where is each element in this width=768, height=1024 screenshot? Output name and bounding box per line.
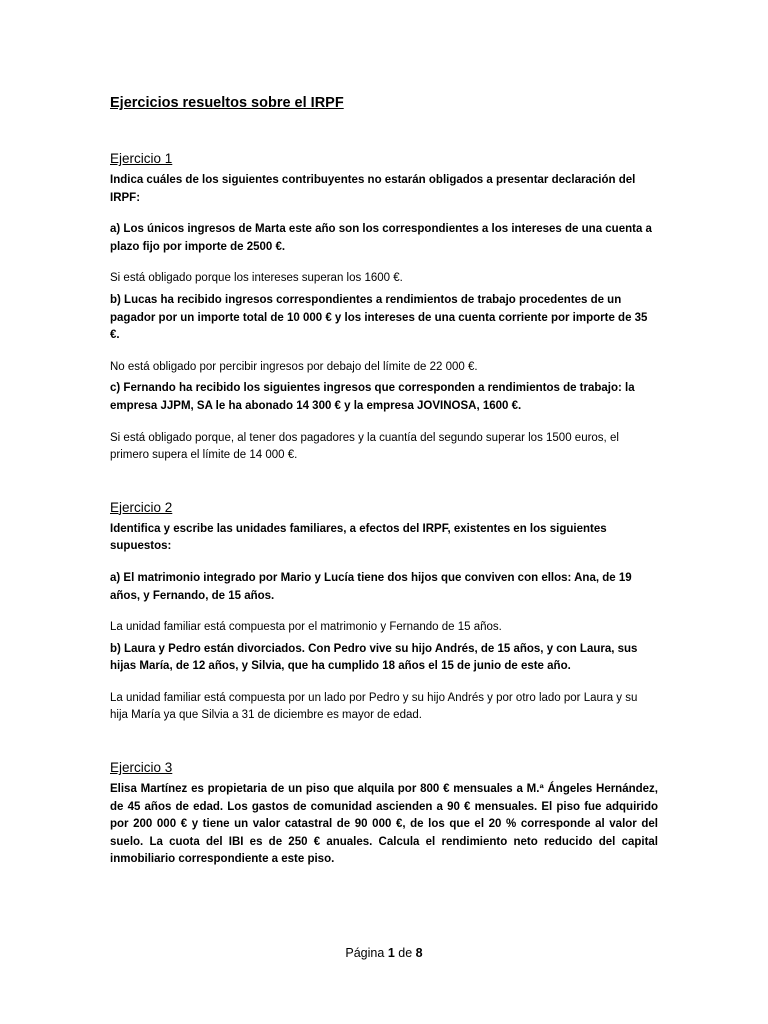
document-title: Ejercicios resueltos sobre el IRPF (110, 95, 344, 111)
exercise-1-heading: Ejercicio 1 (110, 151, 173, 166)
exercise-2-heading: Ejercicio 2 (110, 499, 173, 515)
exercise-1-question-b: b) Lucas ha recibido ingresos correspondientes a rendimientos de trabajo procedentes de un pagador por un importe total de 10 000 € y los intereses de una cuenta corriente por importe de 35 €. (110, 293, 648, 342)
exercise-2-answer-a: La unidad familiar está compuesta por el matrimonio y Fernando de 15 años. (110, 621, 502, 634)
page-label: Página (345, 946, 385, 960)
page-current: 1 (387, 946, 395, 960)
exercise-1-question-c: c) Fernando ha recibido los siguientes ingresos que corresponden a rendimientos de trabajo: la empresa JJPM, SA le ha abonado 14 300 € y la empresa JOVINOSA, 1600 €. (110, 382, 635, 412)
exercise-3-heading: Ejercicio 3 (110, 760, 173, 776)
exercise-3-statement: Elisa Martínez es propietaria de un piso que alquila por 800 € mensuales a M.ª Ángeles Hernández, de 45 años de edad. Los gastos de comunidad ascienden a 90 € mensuales. El piso fue adquirido por 200 000 € y tiene un valor catastral de 90 000 €, de los que el 20 % corresponde al valor del suelo. La cuota del IBI es de 250 € anuales. Calcula el rendimiento neto reducido del capital inmobiliario correspondiente a este piso. (110, 783, 658, 866)
document-page (110, 94, 658, 903)
exercise-2-answer-b: La unidad familiar está compuesta por un lado por Pedro y su hijo Andrés y por otro lado por Laura y su hija María ya que Silvia a 31 de diciembre es mayor de edad. (110, 691, 638, 722)
exercise-2-question-b: b) Laura y Pedro están divorciados. Con Pedro vive su hijo Andrés, de 15 años, y con Laura, sus hijas María, de 12 años, y Silvia, que ha cumplido 18 años el 15 de junio de este año. (110, 642, 638, 673)
exercise-1-question-a: a) Los únicos ingresos de Marta este año son los correspondientes a los intereses de una cuenta a plazo fijo por importe de 2500 €. (110, 223, 652, 253)
exercise-3 (110, 759, 658, 869)
exercise-2-prompt: Identifica y escribe las unidades familiares, a efectos del IRPF, existentes en los siguientes supuestos: (110, 522, 607, 553)
page-footer (0, 946, 768, 960)
exercise-1-answer-a: Si está obligado porque los intereses superan los 1600 €. (110, 272, 403, 285)
exercise-1-answer-c: Si está obligado porque, al tener dos pagadores y la cuantía del segundo superar los 1500 euros, el primero supera el límite de 14 000 €. (110, 431, 619, 462)
exercise-2-question-a: a) El matrimonio integrado por Mario y Lucía tiene dos hijos que conviven con ellos: Ana, de 19 años, y Fernando, de 15 años. (110, 571, 632, 602)
page-of: de (398, 946, 413, 960)
exercise-1-answer-b: No está obligado por percibir ingresos por debajo del límite de 22 000 €. (110, 360, 478, 373)
page-total: 8 (415, 946, 423, 960)
exercise-1 (110, 150, 658, 465)
exercise-2 (110, 499, 658, 725)
exercise-1-prompt: Indica cuáles de los siguientes contribuyentes no estarán obligados a presentar declaración del IRPF: (110, 174, 636, 204)
